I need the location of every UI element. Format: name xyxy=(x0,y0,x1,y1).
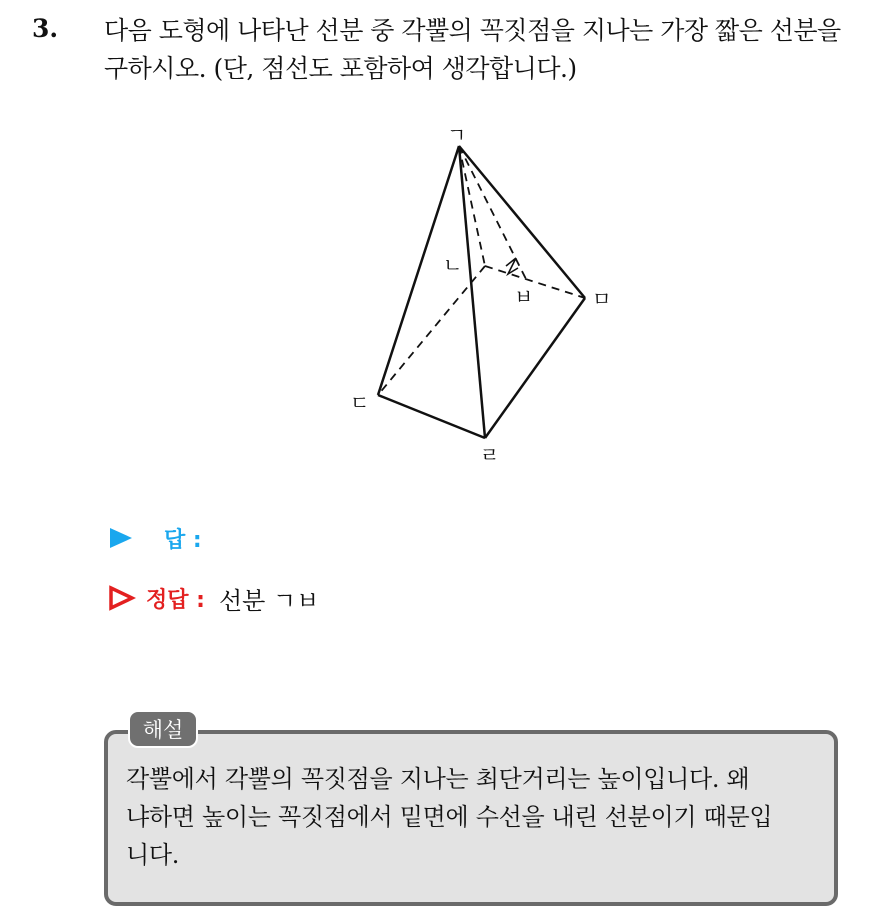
correct-answer-label: 정답 : xyxy=(146,587,205,613)
outline-triangle-icon xyxy=(108,585,136,611)
question-text xyxy=(104,12,874,88)
correct-answer-value: 선분 ㄱㅂ xyxy=(218,586,320,615)
pyramid-figure xyxy=(330,115,630,475)
question-number: 3. xyxy=(32,14,59,43)
explanation-tag: 해설 xyxy=(128,710,198,748)
hidden-edge-back-front-left xyxy=(378,266,485,395)
filled-triangle-icon xyxy=(108,526,134,550)
label-front-left: ㄷ xyxy=(350,391,370,415)
hidden-edge-apex-back xyxy=(459,146,485,266)
hidden-edge-back-right xyxy=(485,266,585,298)
label-front-bottom: ㄹ xyxy=(480,443,500,467)
label-right: ㅁ xyxy=(592,287,612,311)
explanation-line-3: 니다. xyxy=(126,841,180,869)
explanation-text xyxy=(126,760,826,874)
explanation-line-1: 각뿔에서 각뿔의 꼭짓점을 지나는 최단거리는 높이입니다. 왜 xyxy=(126,765,750,793)
answer-row xyxy=(108,518,202,558)
edge-front-bottom-right xyxy=(485,298,585,438)
edge-front-left-front-bottom xyxy=(378,395,485,438)
label-back: ㄴ xyxy=(443,253,463,277)
label-foot: ㅂ xyxy=(514,285,534,309)
edge-apex-right xyxy=(459,146,585,298)
label-apex: ㄱ xyxy=(447,123,467,147)
question-line-2: 구하시오. (단, 점선도 포함하여 생각합니다.) xyxy=(104,54,577,83)
explanation-line-2: 냐하면 높이는 꼭짓점에서 밑면에 수선을 내린 선분이기 때문입 xyxy=(126,803,773,831)
question-line-1: 다음 도형에 나타난 선분 중 각뿔의 꼭짓점을 지나는 가장 짧은 선분을 xyxy=(104,16,841,45)
answer-label: 답 : xyxy=(164,527,202,553)
correct-answer-row xyxy=(108,578,319,618)
